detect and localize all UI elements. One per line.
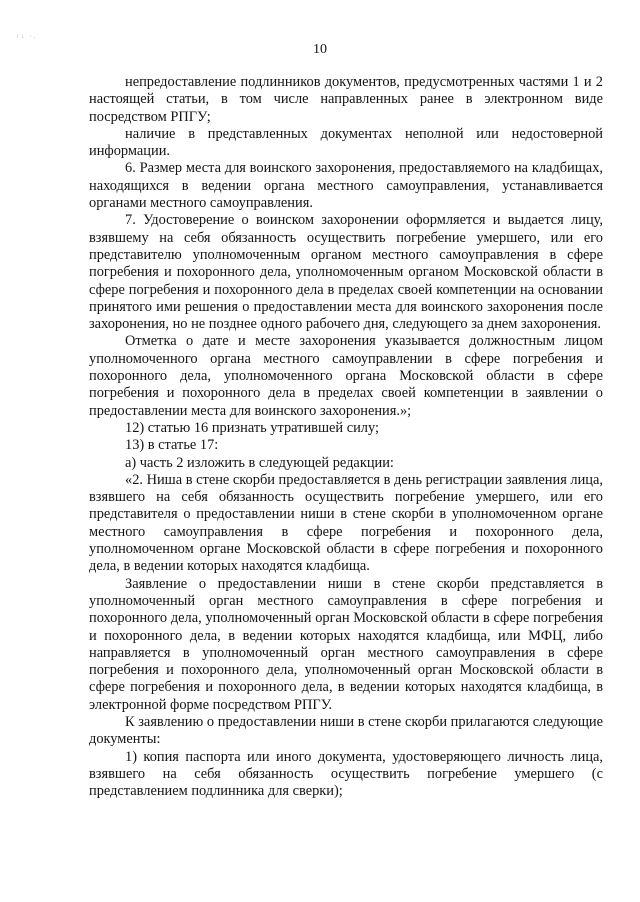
paragraph: непредоставление подлинников документов, предусмотренных частями 1 и 2 настоящей статьи, в том числе направленных ранее в электронном виде посредством РПГУ; (89, 74, 603, 125)
paragraph: 6. Размер места для воинского захоронения, предоставляемого на кладбищах, находящихся в ведении органа местного самоуправления, устанавливается органами местного самоуправления. (89, 160, 603, 212)
document-body (89, 74, 603, 800)
paragraph: наличие в представленных документах неполной или недостоверной информации. (89, 125, 603, 160)
paragraph: Заявление о предоставлении ниши в стене скорби представляется в уполномоченный орган местного самоуправления в сфере погребения и похоронного дела, уполномоченный орган Московской области в сфере погребения и похоронного дела, в ведении которых находятся кладбища, или МФЦ, либо направляется в уполномоченный орган местного самоуправления в сфере погребения и похоронного дела, уполномоченный орган Московской области в сфере погребения и похоронного дела, в ведении которых находятся кладбища, в электронной форме посредством РПГУ. (89, 575, 603, 713)
paragraph: 13) в статье 17: (125, 437, 219, 454)
paragraph: 12) статью 16 признать утратившей силу; (125, 419, 379, 436)
scan-artifact: ↑↓ ·. (16, 34, 37, 40)
paragraph: К заявлению о предоставлении ниши в стене скорби прилагаются следующие документы: (89, 713, 603, 748)
paragraph: 1) копия паспорта или иного документа, удостоверяющего личность лица, взявшего на себя обязанность осуществить погребение умершего (с представлением подлинника для сверки); (89, 748, 603, 800)
paragraph: Отметка о дате и месте захоронения указывается должностным лицом уполномоченного органа местного самоуправлении в сфере погребения и похоронного дела, уполномоченного органа Московской области в сфере погребения и похоронного дела в пределах своей компетенции в заявлении о предоставлении места для воинского захоронения.»; (89, 333, 603, 419)
page-number: 10 (313, 42, 327, 57)
paragraph: 7. Удостоверение о воинском захоронении оформляется и выдается лицу, взявшему на себя обязанность осуществить погребение умершего, или его представителю уполномоченным органом местного самоуправления в сфере погребения и похоронного дела, уполномоченным органом Московской области в сфере погребения и похоронного дела в пределах своей компетенции на основании принятого ими решения о предоставлении места для воинского захоронения после захоронения, но не позднее одного рабочего дня, следующего за днем захоронения. (89, 212, 603, 333)
paragraph: а) часть 2 изложить в следующей редакции: (125, 454, 394, 471)
paragraph: «2. Ниша в стене скорби предоставляется в день регистрации заявления лица, взявшего на себя обязанность осуществить погребение умершего, или его представителя о предоставлении ниши в стене скорби в уполномоченном органе местного самоуправления в сфере погребения и похоронного дела, уполномоченном органе Московской области в сфере погребения и похоронного дела, в ведении которых находятся кладбища. (89, 471, 603, 575)
